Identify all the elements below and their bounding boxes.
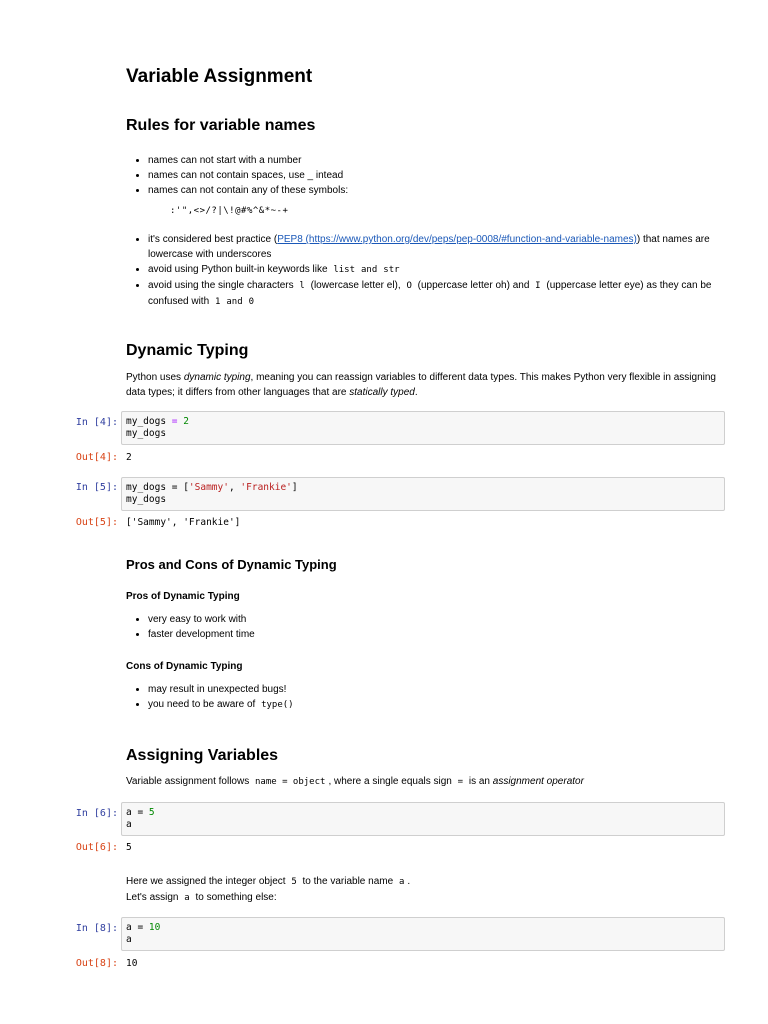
assigned-paragraph: Here we assigned the integer object 5 to the variable name a . Let's assign a to something else: bbox=[126, 876, 411, 903]
list-item: • names can not start with a number bbox=[148, 153, 733, 168]
rules-list-2 bbox=[126, 232, 733, 310]
output-prompt: Out[4]: bbox=[75, 452, 118, 463]
code-cell[interactable]: a = 5 a bbox=[121, 802, 725, 836]
pros-cons-heading: Pros and Cons of Dynamic Typing bbox=[126, 557, 337, 572]
list-item: • very easy to work with bbox=[148, 612, 733, 627]
cons-list bbox=[126, 682, 733, 713]
output-prompt: Out[8]: bbox=[75, 958, 118, 969]
input-prompt: In [8]: bbox=[75, 923, 118, 934]
page-title: Variable Assignment bbox=[126, 66, 313, 87]
cons-heading: Cons of Dynamic Typing bbox=[126, 661, 243, 672]
list-item: • may result in unexpected bugs! bbox=[148, 682, 733, 697]
cell-output: 2 bbox=[126, 452, 132, 463]
code-cell[interactable]: my_dogs = 2 my_dogs bbox=[121, 411, 725, 445]
rules-heading: Rules for variable names bbox=[126, 117, 316, 134]
assigning-heading: Assigning Variables bbox=[126, 747, 279, 764]
pros-list bbox=[126, 612, 733, 642]
pep8-link[interactable]: PEP8 (https://www.python.org/dev/peps/pep-0008/#function-and-variable-names) bbox=[277, 234, 637, 245]
list-item: • names can not contain any of these symbols: bbox=[148, 183, 733, 198]
output-prompt: Out[5]: bbox=[75, 517, 118, 528]
cell-output: ['Sammy', 'Frankie'] bbox=[126, 517, 241, 528]
cell-output: 5 bbox=[126, 842, 132, 853]
assigning-paragraph: Variable assignment follows name = object , where a single equals sign = is an assignment operator bbox=[126, 776, 584, 787]
list-item: • names can not contain spaces, use _ intead bbox=[148, 168, 733, 183]
input-prompt: In [4]: bbox=[75, 417, 118, 428]
output-prompt: Out[6]: bbox=[75, 842, 118, 853]
dynamic-typing-heading: Dynamic Typing bbox=[126, 342, 249, 359]
list-item: • avoid using the single characters l (lowercase letter el), O (uppercase letter oh) and I (uppercase letter eye) as they can be confused with 1 and 0 bbox=[148, 278, 733, 310]
code-cell[interactable]: my_dogs = ['Sammy', 'Frankie'] my_dogs bbox=[121, 477, 725, 511]
symbols-text: :'",<>/?|\!@#%^&*~-+ bbox=[170, 206, 289, 216]
input-prompt: In [5]: bbox=[75, 482, 118, 493]
rules-list bbox=[126, 153, 733, 198]
input-prompt: In [6]: bbox=[75, 808, 118, 819]
dynamic-typing-paragraph: Python uses dynamic typing, meaning you can reassign variables to different data types. This makes Python very flexible in assigning data types; it differs from other languages that are statically typed. bbox=[126, 372, 716, 398]
list-item: • avoid using Python built-in keywords like list and str bbox=[148, 262, 733, 278]
list-item: • it's considered best practice (PEP8 (https://www.python.org/dev/peps/pep-0008/#function-and-variable-names)) that names are lowercase with underscores bbox=[148, 232, 733, 262]
list-item: • faster development time bbox=[148, 627, 733, 642]
cell-output: 10 bbox=[126, 958, 138, 969]
code-cell[interactable]: a = 10 a bbox=[121, 917, 725, 951]
list-item: • you need to be aware of type() bbox=[148, 697, 733, 713]
pros-heading: Pros of Dynamic Typing bbox=[126, 591, 240, 602]
